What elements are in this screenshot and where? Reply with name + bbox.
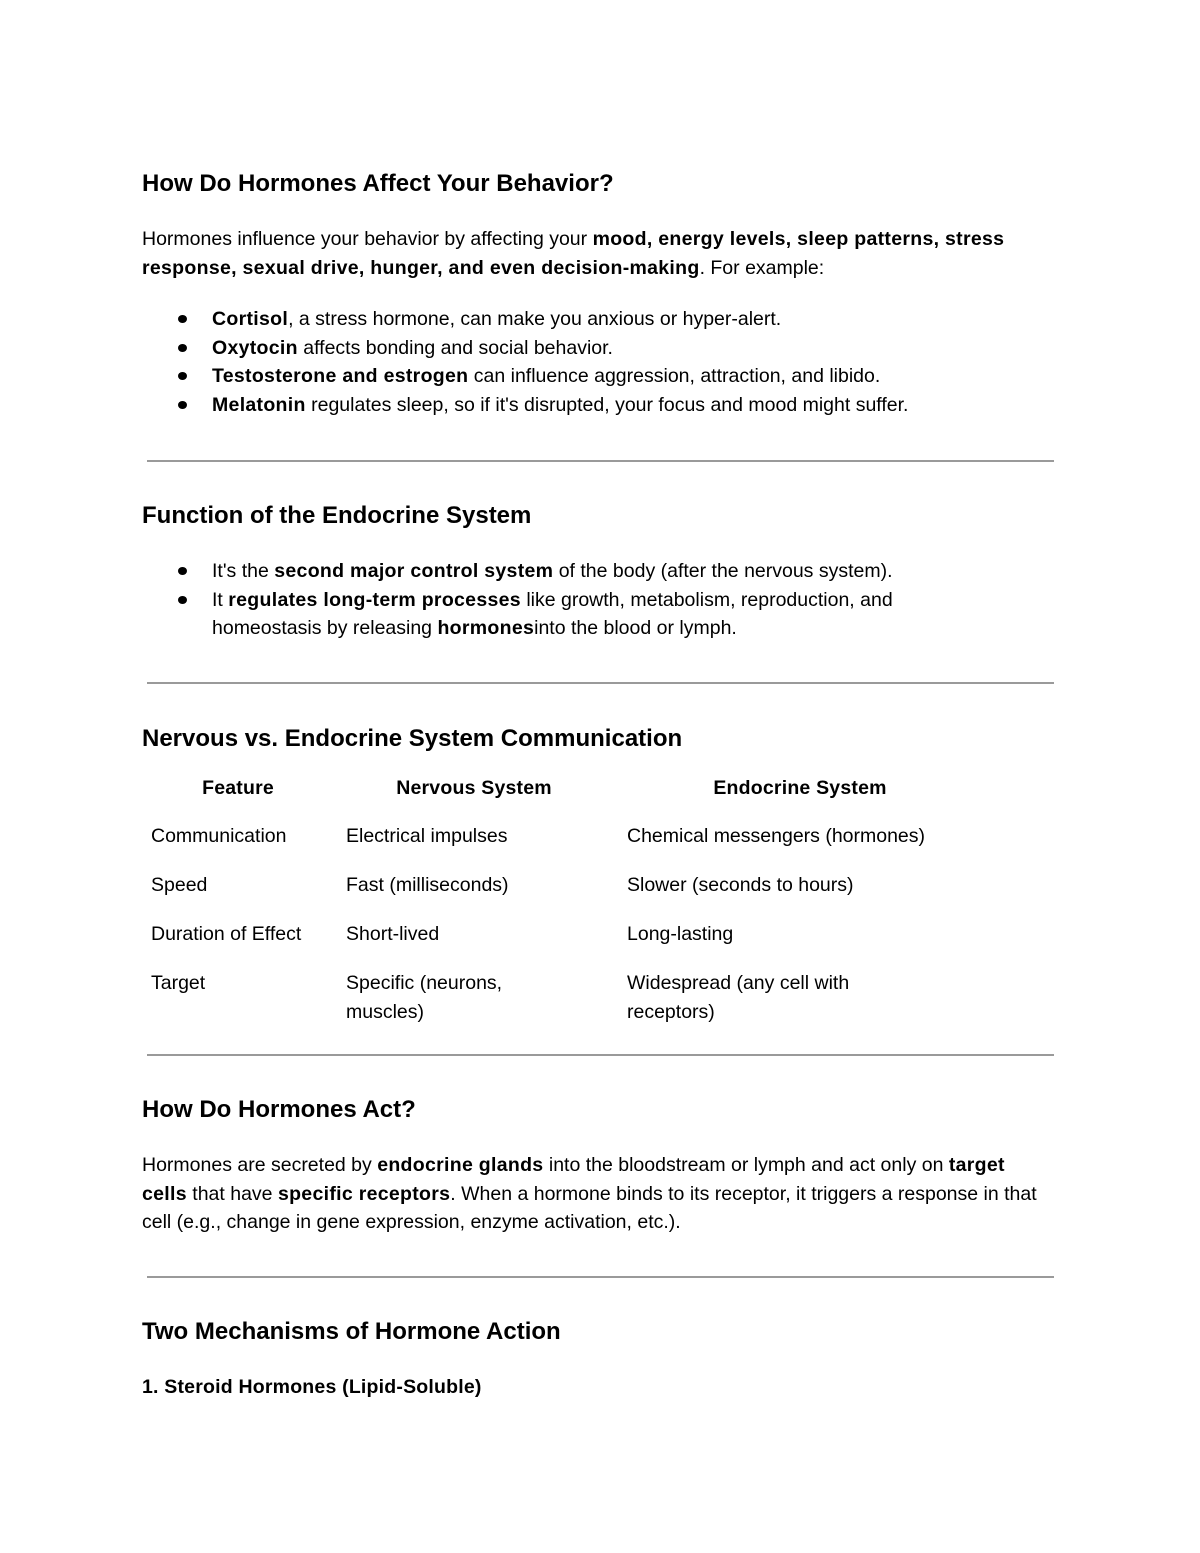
act-bold-1: endocrine glands — [377, 1154, 544, 1176]
bullet-icon — [178, 372, 187, 380]
list-item — [142, 586, 992, 643]
table-cell-nervous: Electrical impulses — [346, 825, 508, 847]
bullet-icon — [178, 596, 187, 604]
act-text-3: that have — [186, 1182, 278, 1205]
item-text: of the body (after the nervous system). — [553, 560, 893, 582]
section-divider — [147, 1054, 1054, 1056]
act-heading: How Do Hormones Act? — [142, 1096, 416, 1123]
act-text-2: into the bloodstream or lymph and act only on — [543, 1154, 949, 1176]
act-paragraph — [142, 1151, 1047, 1237]
item-text: can influence aggression, attraction, and libido. — [468, 365, 881, 387]
act-bold-3: specific receptors — [277, 1182, 451, 1205]
item-bold: Melatonin — [212, 393, 306, 416]
item-bold: Oxytocin — [212, 336, 298, 359]
bullet-icon — [178, 315, 187, 323]
item-bold-2: hormones — [437, 617, 535, 639]
table-cell-endocrine: Slower (seconds to hours) — [627, 874, 854, 896]
table-header-nervous: Nervous System — [396, 777, 552, 799]
table-cell-feature: Communication — [151, 825, 287, 847]
item-bold: second major control system — [274, 560, 554, 582]
comparison-heading: Nervous vs. Endocrine System Communication — [142, 725, 683, 752]
item-lead: It — [212, 588, 229, 611]
bullet-icon — [178, 401, 187, 409]
function-heading: Function of the Endocrine System — [142, 502, 532, 529]
list-item — [142, 391, 1042, 420]
table-cell-nervous: Fast (milliseconds) — [346, 874, 509, 896]
table-cell-feature: Target — [151, 972, 206, 994]
item-text: regulates sleep, so if it's disrupted, your focus and mood might suffer. — [305, 393, 909, 416]
list-item — [142, 305, 1042, 334]
intro-lead: Hormones influence your behavior by affecting your — [142, 228, 593, 250]
table-header-feature: Feature — [202, 777, 274, 799]
bullet-icon — [178, 567, 187, 575]
list-item — [142, 557, 1042, 586]
item-bold: Testosterone and estrogen — [212, 365, 469, 387]
item-bold: Cortisol — [212, 308, 289, 330]
mechanisms-heading: Two Mechanisms of Hormone Action — [142, 1318, 561, 1345]
item-text: affects bonding and social behavior. — [297, 336, 613, 359]
behavior-intro — [142, 225, 1062, 282]
intro-bold: mood, energy levels, sleep patterns, stress response, sexual drive, hunger, and even decision-making — [142, 228, 1005, 279]
table-cell-nervous: Specific (neurons, muscles) — [346, 972, 503, 1023]
table-header-endocrine: Endocrine System — [713, 777, 887, 799]
bullet-icon — [178, 344, 187, 352]
item-text: like growth, metabolism, reproduction, and homeostasis by releasing — [212, 588, 893, 639]
table-cell-endocrine: Long-lasting — [627, 923, 734, 945]
item-text: , a stress hormone, can make you anxious or hyper-alert. — [288, 308, 782, 330]
function-list — [142, 557, 1042, 643]
behavior-hormone-list — [142, 305, 1042, 419]
section-divider — [147, 1276, 1054, 1278]
section-divider — [147, 682, 1054, 684]
table-cell-endocrine: Chemical messengers (hormones) — [627, 825, 926, 847]
behavior-heading: How Do Hormones Affect Your Behavior? — [142, 170, 614, 197]
table-cell-endocrine: Widespread (any cell with receptors) — [627, 972, 850, 1023]
item-text-2: into the blood or lymph. — [534, 617, 737, 639]
act-bold-2: target cells — [142, 1154, 1005, 1205]
list-item — [142, 334, 1042, 363]
table-cell-nervous: Short-lived — [346, 923, 440, 945]
section-divider — [147, 460, 1054, 462]
steroid-subheading: 1. Steroid Hormones (Lipid-Soluble) — [142, 1376, 482, 1398]
item-lead: It's the — [212, 560, 275, 582]
act-text-1: Hormones are secreted by — [142, 1154, 378, 1176]
intro-tail: . For example: — [699, 256, 825, 279]
act-text-4: . When a hormone binds to its receptor, it triggers a response in that cell (e.g., change in gene expression, enzyme activation, etc.). — [142, 1182, 1037, 1233]
table-cell-feature: Speed — [151, 874, 208, 896]
item-bold: regulates long-term processes — [228, 588, 521, 611]
table-cell-feature: Duration of Effect — [151, 923, 302, 945]
list-item — [142, 362, 1042, 391]
